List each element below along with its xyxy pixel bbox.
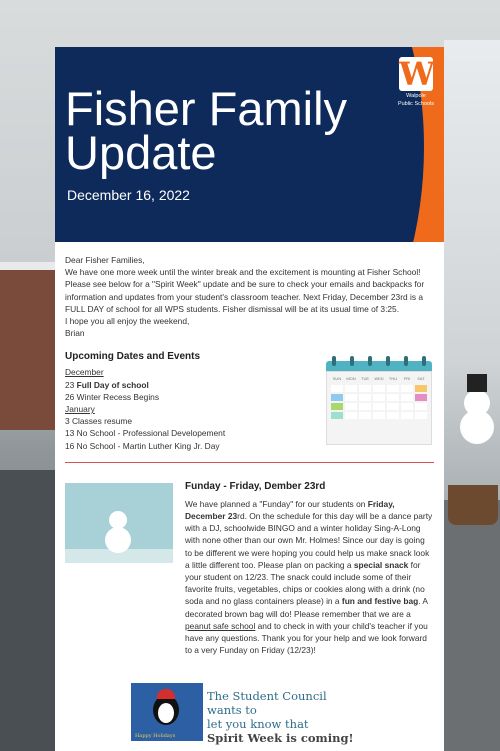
newsletter-header <box>55 47 444 242</box>
calendar-cell <box>359 403 371 410</box>
calendar-day-label: WED <box>374 376 384 382</box>
funday-section <box>55 473 444 657</box>
penguin-caption: Happy Holidays <box>135 733 176 739</box>
calendar-cell <box>387 403 399 410</box>
funday-body: We have planned a "Funday" for our students on Friday, December 23rd. On the schedule for this day will be a dance party with a DJ, schoolwide BINGO and a winter holiday Sing-A-Long with none other than our own Mr. Holmes! Since our day is going to be different we were hoping you could help us make snack look a little different too. Please plan on packing a special snack for your student on 12/23. The snack could include some of their favorite fruits, vegetables, chips or cookies along with a drink (no soda and no glass containers please) in a fun and festive bag. A decorated brown bag will do! Please remember that we are a peanut safe school and to check in with your child's teacher if you have any questions. Thank you for your help and we look forward to a very Funday on Friday (12/23)! <box>185 498 433 656</box>
school-logo <box>396 57 436 107</box>
event-item: 3 Classes resume <box>65 416 133 427</box>
upcoming-section <box>55 351 444 451</box>
calendar-cell <box>373 403 385 410</box>
event-item: 16 No School - Martin Luther King Jr. Day <box>65 440 220 451</box>
calendar-cell <box>387 385 399 392</box>
event-title: Full Day of school <box>76 379 149 390</box>
event-day: 23 <box>65 379 75 390</box>
calendar-grid <box>327 372 431 423</box>
calendar-cell <box>415 385 427 392</box>
calendar-cell <box>415 412 427 419</box>
calendar-cell <box>345 412 357 419</box>
calendar-cell <box>401 385 413 392</box>
calendar-cell <box>345 403 357 410</box>
calendar-cell <box>373 412 385 419</box>
newsletter-card <box>55 47 444 751</box>
spirit-week-banner <box>131 683 359 745</box>
calendar-cell <box>401 403 413 410</box>
page-title: Fisher Family Update <box>65 82 348 179</box>
calendar-day-label: TUE <box>361 376 369 382</box>
calendar-cell <box>359 385 371 392</box>
calendar-cell <box>415 394 427 401</box>
banner-text: The Student Council wants to let you know that Spirit Week is coming! <box>207 689 354 745</box>
snowman-image <box>65 483 173 563</box>
calendar-cell <box>401 412 413 419</box>
background-road <box>0 470 55 751</box>
calendar-cell <box>401 394 413 401</box>
calendar-cell <box>387 412 399 419</box>
calendar-cell <box>331 403 343 410</box>
newsletter-date: December 16, 2022 <box>67 187 190 203</box>
calendar-day-label: FRI <box>403 376 411 382</box>
calendar-day-label: MON <box>346 376 356 382</box>
snowman-decoration <box>454 380 494 470</box>
calendar-cell <box>345 394 357 401</box>
month-december: December <box>65 367 104 378</box>
calendar-day-label: SUN <box>332 376 342 382</box>
penguin-image <box>131 683 203 741</box>
calendar-cell <box>373 394 385 401</box>
calendar-cell <box>331 412 343 419</box>
calendar-cell <box>359 394 371 401</box>
calendar-cell <box>373 385 385 392</box>
calendar-day-label: THU <box>388 376 398 382</box>
calendar-cell <box>415 403 427 410</box>
intro-text <box>55 242 444 339</box>
section-divider <box>65 462 434 463</box>
peanut-safe-link: peanut safe school <box>185 620 256 631</box>
logo-line1: Walpole <box>406 93 426 99</box>
background-building <box>0 270 55 430</box>
calendar-cell <box>331 394 343 401</box>
calendar-cell <box>387 394 399 401</box>
closing: I hope you all enjoy the weekend, <box>65 316 190 327</box>
upcoming-heading: Upcoming Dates and Events <box>65 351 201 363</box>
calendar-day-label: SAT <box>417 376 425 382</box>
funday-heading: Funday - Friday, Dember 23rd <box>185 480 326 492</box>
signature: Brian <box>65 328 85 339</box>
calendar-icon <box>326 361 432 443</box>
planter-tub <box>448 485 498 525</box>
logo-line2: Public Schools <box>397 101 435 107</box>
logo-letter: W <box>399 55 435 93</box>
month-january: January <box>65 404 95 415</box>
intro-body: We have one more week until the winter break and the excitement is mounting at Fisher School! Please see below for a "Spirit Week" update and be sure to check your emails and backpacks for information and updates from your student's classroom teacher. Next Friday, December 23rd is a FULL DAY of school for all WPS students. Fisher dismissal will be at its usual time of 3:25. <box>65 267 425 314</box>
calendar-cell <box>345 385 357 392</box>
event-item: 26 Winter Recess Begins <box>65 391 160 402</box>
calendar-cell <box>331 385 343 392</box>
greeting: Dear Fisher Families, <box>65 255 145 265</box>
background-walkway <box>444 500 500 751</box>
calendar-cell <box>359 412 371 419</box>
event-item: 13 No School - Professional Developement <box>65 428 226 439</box>
